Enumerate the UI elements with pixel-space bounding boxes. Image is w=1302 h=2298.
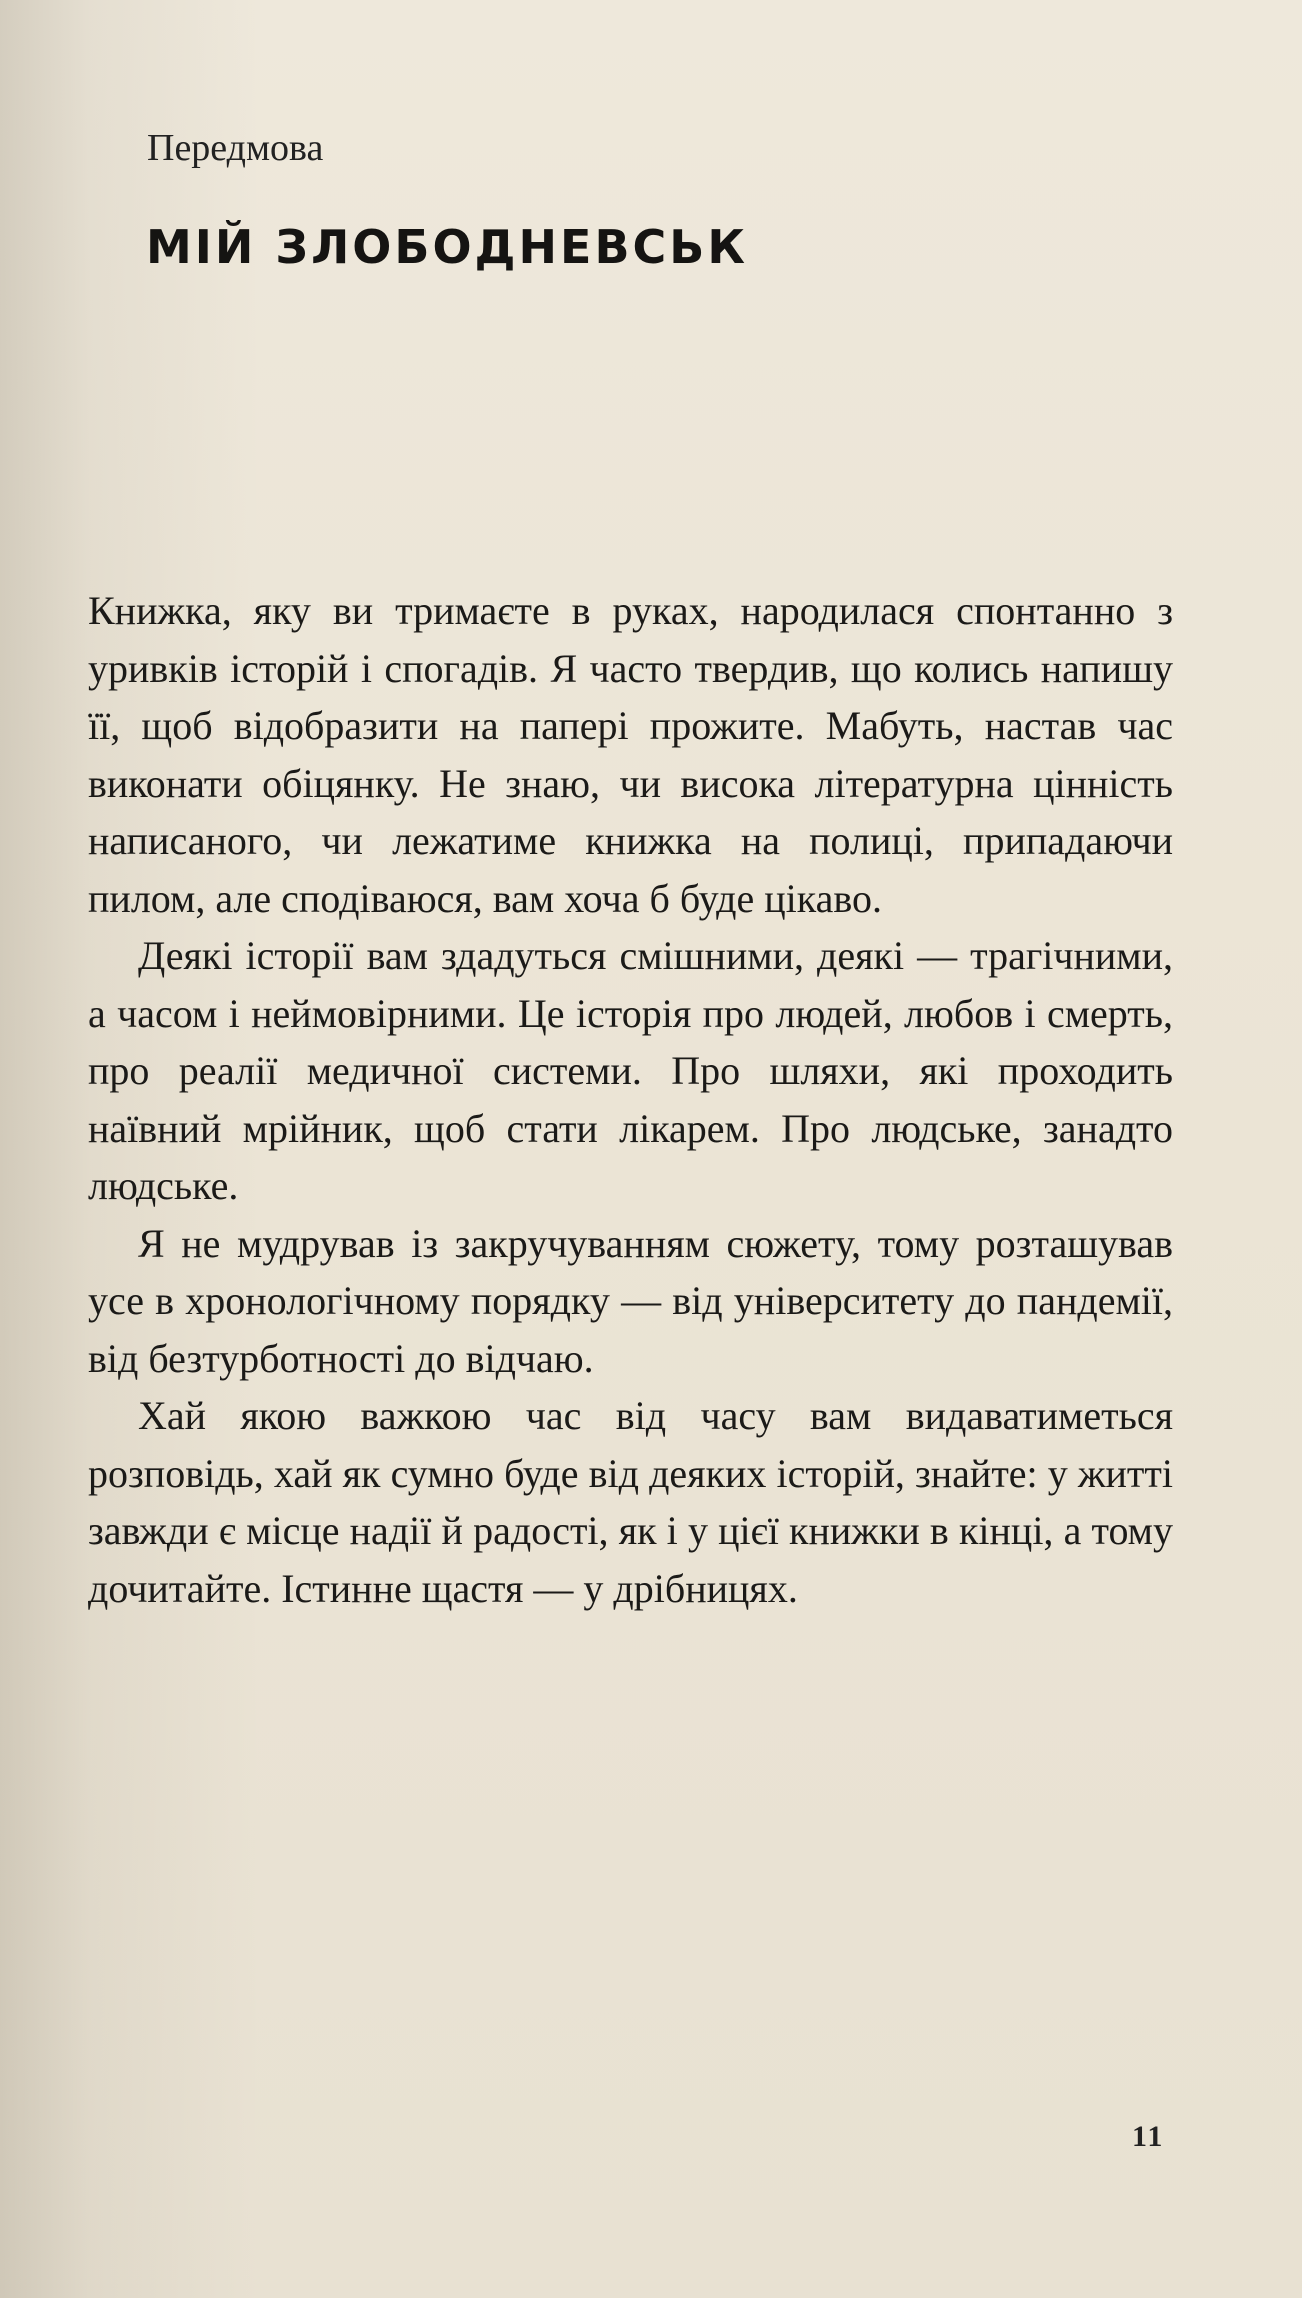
paragraph-4: Хай якою важкою час від часу вам видаватиметься розповідь, хай як сумно буде від деяких історій, знайте: у житті завжди є місце надії й радості, як і у цієї книжки в кінці, а тому дочитайте. Істинне щастя — у дрібницях. bbox=[88, 1393, 1173, 1611]
preface-text bbox=[88, 582, 1173, 1617]
paragraph-2: Деякі історії вам здадуться смішними, деякі — трагічними, а часом і неймовірними. Це історія про людей, любов і смерть, про реалії медичної системи. Про шляхи, які проходить наївний мрійник, щоб стати лікарем. Про людське, занадто людське. bbox=[88, 933, 1173, 1208]
section-label: Передмова bbox=[147, 127, 324, 169]
chapter-title: МІЙ ЗЛОБОДНЕВСЬК bbox=[146, 220, 748, 274]
page-number: 11 bbox=[1132, 2120, 1165, 2153]
paragraph-1: Книжка, яку ви тримаєте в руках, народилася спонтанно з уривків історій і спогадів. Я часто твердив, що колись напишу її, щоб відобразити на папері прожите. Мабуть, настав час виконати обіцянку. Не знаю, чи висока літературна цінність написаного, чи лежатиме книжка на полиці, припадаючи пилом, але сподіваюся, вам хоча б буде цікаво. bbox=[88, 588, 1173, 921]
paragraph-3: Я не мудрував із закручуванням сюжету, тому розташував усе в хронологічному порядку — від університету до пандемії, від безтурботності до відчаю. bbox=[88, 1220, 1173, 1381]
